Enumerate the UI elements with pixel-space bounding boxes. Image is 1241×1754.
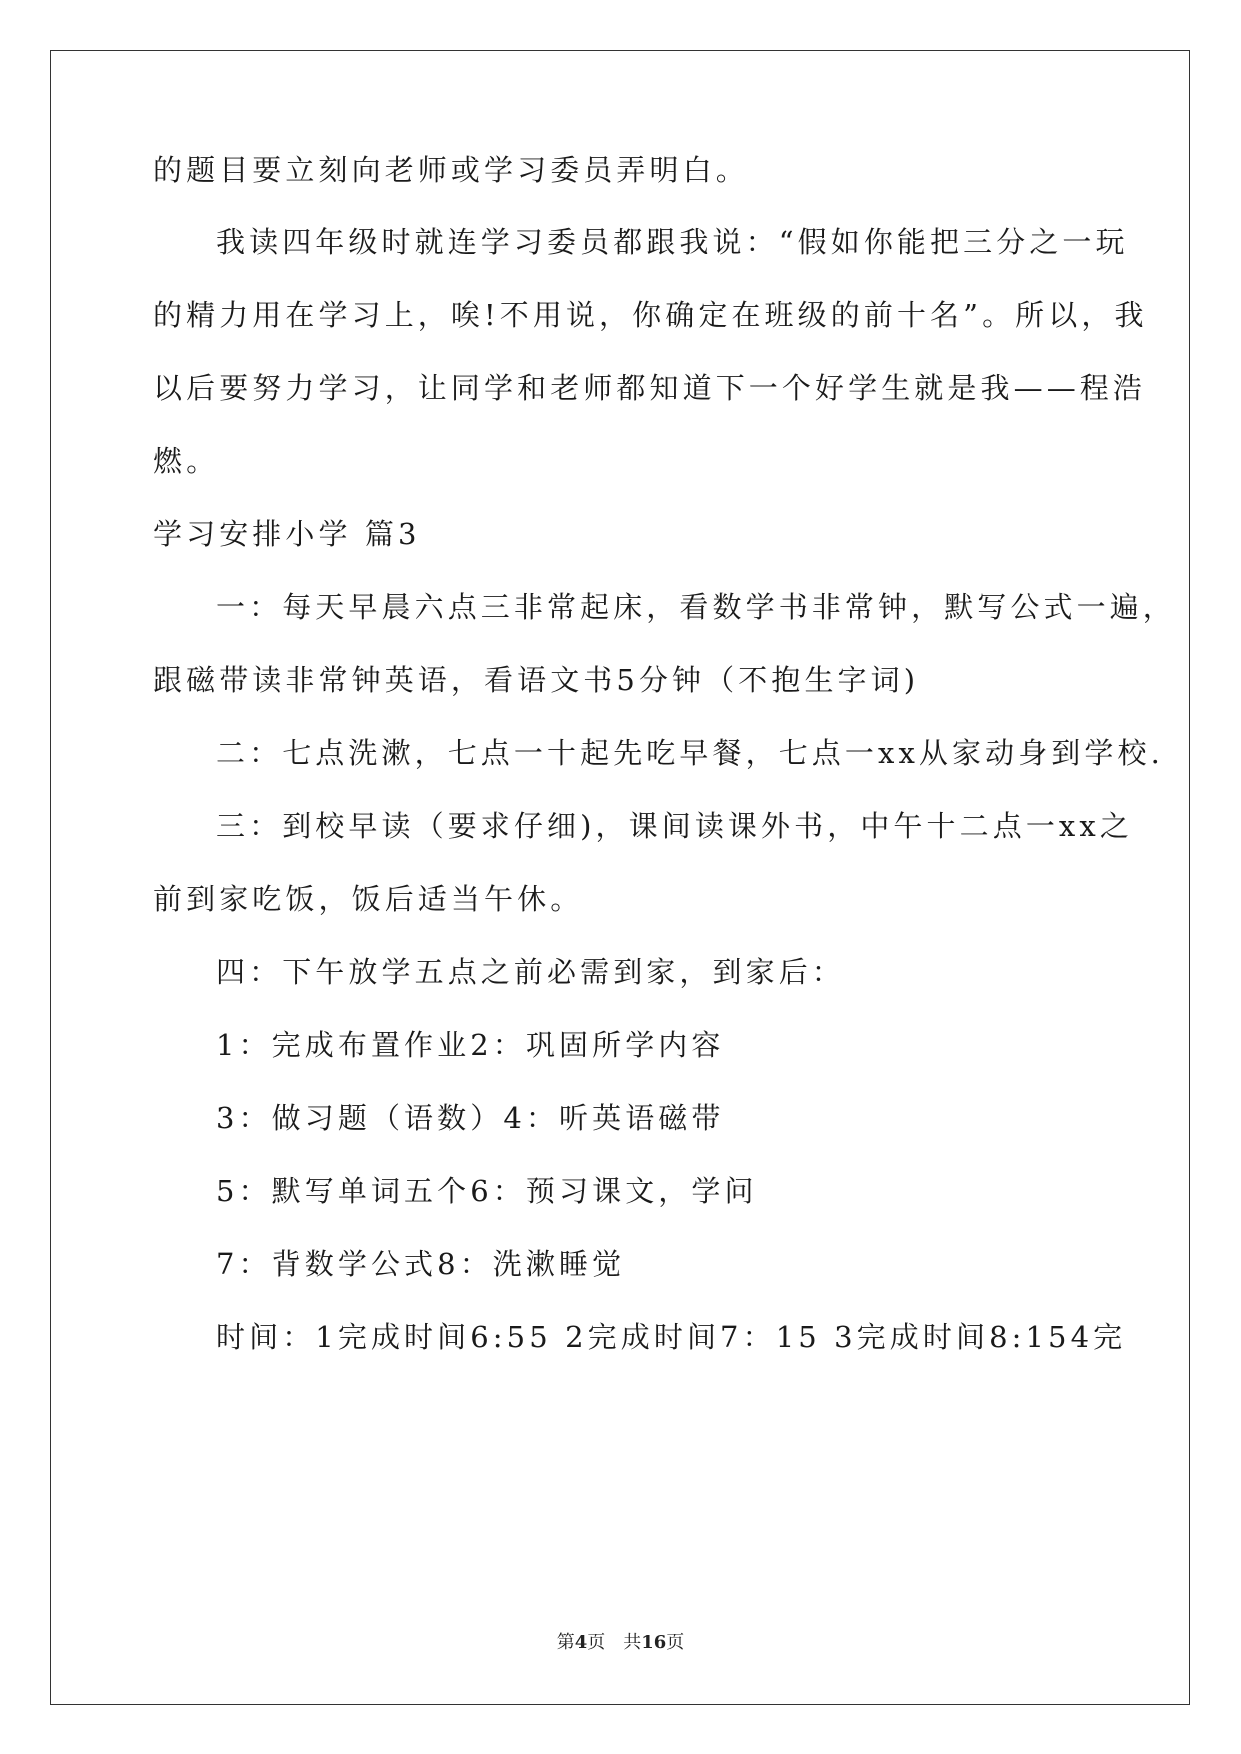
total-page-number: 16 [641, 1632, 667, 1653]
paragraph-line: 四：下午放学五点之前必需到家，到家后： [216, 955, 845, 989]
paragraph-line: 前到家吃饭，饭后适当午休。 [153, 882, 584, 916]
paragraph-line: 我读四年级时就连学习委员都跟我说：“假如你能把三分之一玩 [216, 225, 1129, 259]
paragraph-line: 一：每天早晨六点三非常起床，看数学书非常钟，默写公式一遍， [216, 590, 1176, 624]
paragraph-line: 的题目要立刻向老师或学习委员弄明白。 [153, 153, 749, 187]
paragraph-line: 三：到校早读（要求仔细)，课间读课外书，中午十二点一xx之 [216, 809, 1133, 843]
paragraph-line: 以后要努力学习，让同学和老师都知道下一个好学生就是我——程浩 [153, 371, 1147, 405]
list-item: 5：默写单词五个6：预习课文，学问 [216, 1174, 758, 1208]
footer-suffix: 页 [666, 1632, 685, 1653]
paragraph-line: 跟磁带读非常钟英语，看语文书5分钟（不抱生字词) [153, 663, 920, 697]
list-item: 3：做习题（语数）4：听英语磁带 [216, 1101, 725, 1135]
page-footer [0, 1628, 1241, 1654]
footer-mid: 页 共 [587, 1632, 642, 1653]
paragraph-line: 的精力用在学习上，唉!不用说，你确定在班级的前十名”。所以，我 [153, 298, 1148, 332]
current-page-number: 4 [574, 1632, 588, 1653]
paragraph-line: 二：七点洗漱，七点一十起先吃早餐，七点一xx从家动身到学校. [216, 736, 1164, 770]
list-item: 1：完成布置作业2：巩固所学内容 [216, 1028, 725, 1062]
paragraph-line: 燃。 [153, 444, 220, 478]
list-item: 7：背数学公式8：洗漱睡觉 [216, 1247, 626, 1281]
section-heading: 学习安排小学 篇3 [153, 517, 421, 551]
footer-prefix: 第 [556, 1632, 575, 1653]
paragraph-line: 时间：1完成时间6:55 2完成时间7：15 3完成时间8:154完 [216, 1320, 1127, 1354]
